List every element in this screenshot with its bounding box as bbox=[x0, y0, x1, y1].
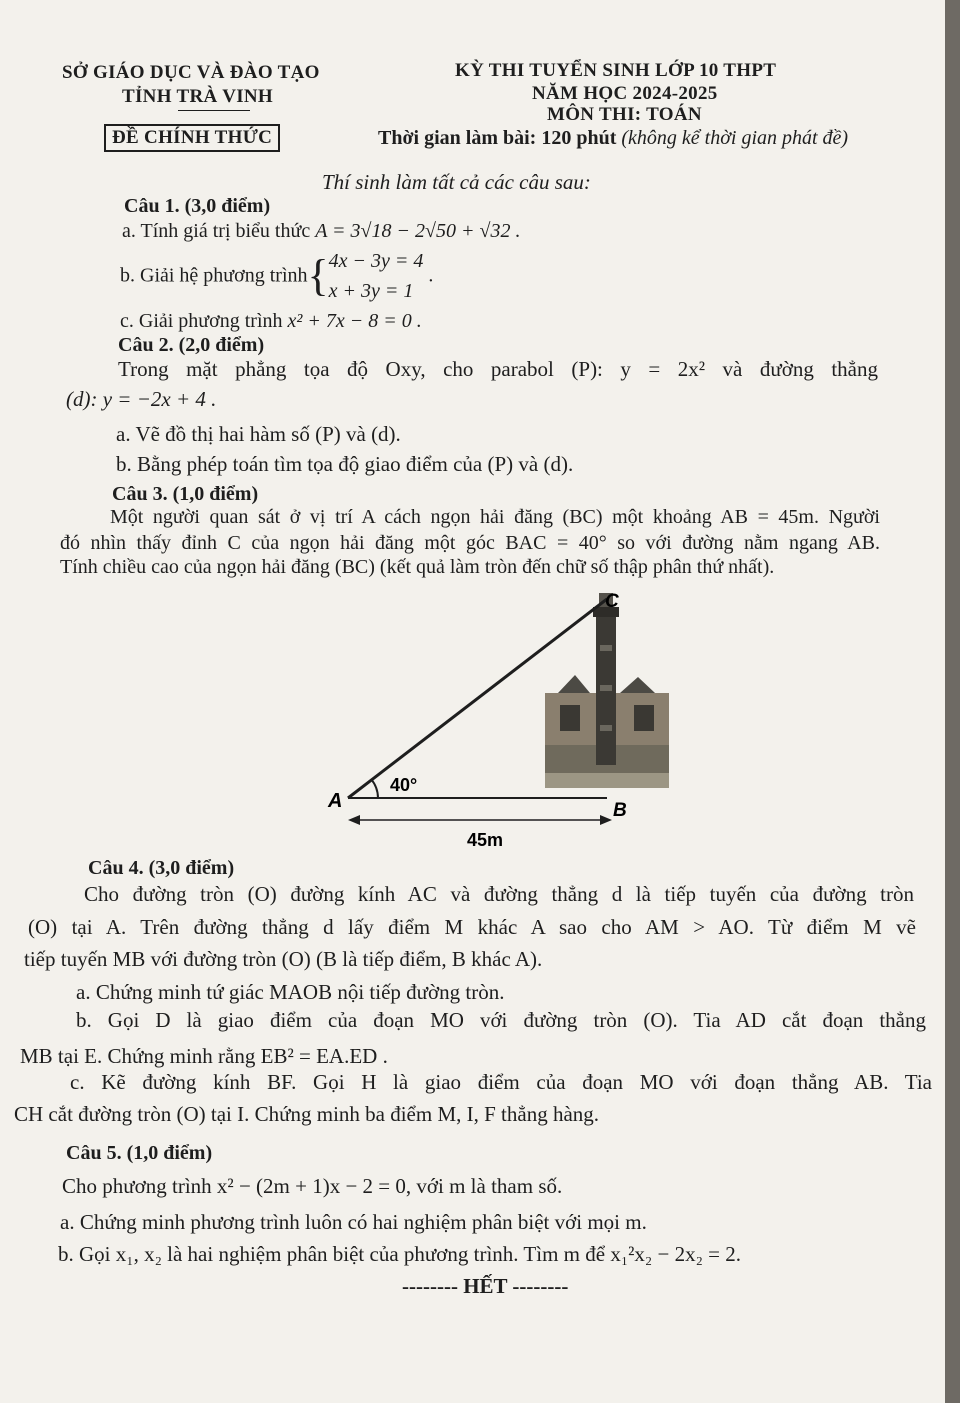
q5b-text: b. Gọi x₁, x₂ là hai nghiệm phân biệt của phương trình. Tìm m để x₁²x₂ − 2x₂ = 2. bbox=[58, 1242, 742, 1266]
arrow-right-head bbox=[600, 815, 612, 825]
q1b-text: b. Giải hệ phương trình bbox=[120, 264, 308, 287]
q1b-eq1: 4x − 3y = 4 bbox=[328, 250, 424, 272]
q4c-line1: c. Kẽ đường kính BF. Gọi H là giao điểm của đoạn MO với đoạn thẳng AB. Tia bbox=[70, 1070, 932, 1094]
exam-title: KỲ THI TUYỂN SINH LỚP 10 THPT bbox=[455, 60, 777, 81]
time-label: Thời gian làm bài: 120 phút bbox=[378, 127, 617, 149]
q4b-line1: b. Gọi D là giao điểm của đoạn MO với đường tròn (O). Tia AD cắt đoạn thẳng bbox=[76, 1008, 926, 1032]
q2-intro-line2: (d): y = −2x + 4 . bbox=[66, 387, 217, 411]
q1b-system bbox=[329, 246, 424, 306]
q3-title: Câu 3. (1,0 điểm) bbox=[112, 483, 259, 505]
official-badge: ĐỀ CHÍNH THỨC bbox=[104, 124, 280, 152]
q5a-text: a. Chứng minh phương trình luôn có hai nghiệm phân biệt với mọi m. bbox=[60, 1210, 647, 1234]
header-divider bbox=[178, 110, 250, 111]
arrow-left-head bbox=[348, 815, 360, 825]
q5-title: Câu 5. (1,0 điểm) bbox=[66, 1142, 213, 1164]
exam-paper: SỞ GIÁO DỤC VÀ ĐÀO TẠO TỈNH TRÀ VINH ĐỀ CHÍNH THỨC KỲ THI TUYỂN SINH LỚP 10 THPT NĂM HỌC 2024-2025 MÔN THI: TOÁN Thời gian làm bài: 120 phút (không kể thời gian phát đề) Thí sinh làm tất cả các câu sau: Câu 1. (3,0 điểm) a. Tính giá trị biểu thức A = 3√18 − 2√50 + √32 . b. Giải hệ phương trình{4x − 3y = 4 x + 3y = 1 . c. Giải phương trình x² + 7x − 8 = 0 . Câu 2. (2,0 điểm) Trong mặt phẳng tọa độ Oxy, cho parabol (P): y = 2x² và đường thẳng (d): y = −2x + 4 . a. Vẽ đồ thị hai hàm số (P) và (d). b. Bằng phép toán tìm tọa độ giao điểm của (P) và (d). Câu 3. (1,0 điểm) Một người quan sát ở vị trí A cách ngọn hải đăng (BC) một khoảng AB = 45m. Người đó nhìn thấy đỉnh C của ngọn hải đăng một góc BAC = 40° so với đường nằm ngang AB. Tính chiều cao của ngọn hải đăng (BC) (kết quả làm tròn đến chữ số thập phân thứ nhất). A B C 40° 45m Câu 4. (3,0 điểm) Cho đường tròn (O) đường kính AC và đường thẳng d là tiếp tuyến của đường tròn (O) tại A. Trên đường thẳng d lấy điểm M khác A sao cho AM > AO. Từ điểm M vẽ tiếp tuyến MB với đường tròn (O) (B là tiếp điểm, B khác A). a. Chứng minh tứ giác MAOB nội tiếp đường tròn. b. Gọi D là giao điểm của đoạn MO với đường tròn (O). Tia AD cắt đoạn thẳng MB tại E. Chứng minh rằng EB² = EA.ED . c. Kẽ đường kính BF. Gọi H là giao điểm của đoạn MO với đoạn thẳng AB. Tia CH cắt đường tròn (O) tại I. Chứng minh ba điểm M, I, F thẳng hàng. Câu 5. (1,0 điểm) Cho phương trình x² − (2m + 1)x − 2 = 0, với m là tham số. a. Chứng minh phương trình luôn có hai nghiệm phân biệt với mọi m. b. Gọi x₁, x₂ là hai nghiệm phân biệt của phương trình. Tìm m để x₁²x₂ − 2x₂ = 2. -------- HẾT -------- bbox=[0, 0, 945, 1403]
q1b-eq2: x + 3y = 1 bbox=[328, 280, 414, 302]
q4-line2: (O) tại A. Trên đường thẳng d lấy điểm M khác A sao cho AM > AO. Từ điểm M vẽ bbox=[28, 915, 916, 939]
q2-title: Câu 2. (2,0 điểm) bbox=[118, 334, 265, 356]
q3-line1: Một người quan sát ở vị trí A cách ngọn hải đăng (BC) một khoảng AB = 45m. Người bbox=[110, 506, 880, 528]
distance-label: 45m bbox=[467, 830, 504, 850]
end-marker: -------- HẾT -------- bbox=[402, 1274, 569, 1298]
school-year: NĂM HỌC 2024-2025 bbox=[532, 83, 718, 104]
q1-title: Câu 1. (3,0 điểm) bbox=[124, 195, 271, 217]
q2a-text: a. Vẽ đồ thị hai hàm số (P) và (d). bbox=[116, 422, 401, 446]
lighthouse-tower bbox=[593, 593, 619, 765]
subject: MÔN THI: TOÁN bbox=[547, 104, 702, 125]
q4-title: Câu 4. (3,0 điểm) bbox=[88, 857, 235, 879]
q1a-text: a. Tính giá trị biểu thức bbox=[122, 220, 311, 242]
q2-intro-line1: Trong mặt phẳng tọa độ Oxy, cho parabol (P): y = 2x² và đường thẳng bbox=[118, 357, 878, 381]
q1c-text: c. Giải phương trình bbox=[120, 310, 283, 332]
q3-line2: đó nhìn thấy đỉnh C của ngọn hải đăng một góc BAC = 40° so với đường nằm ngang AB. bbox=[60, 532, 880, 554]
lighthouse-figure bbox=[320, 585, 680, 855]
q4c-line2: CH cắt đường tròn (O) tại I. Chứng minh ba điểm M, I, F thẳng hàng. bbox=[14, 1102, 600, 1126]
label-a: A bbox=[328, 790, 343, 812]
angle-arc bbox=[371, 779, 378, 798]
q4b-line2: MB tại E. Chứng minh rằng EB² = EA.ED . bbox=[20, 1044, 388, 1068]
angle-label: 40° bbox=[390, 775, 418, 795]
label-b: B bbox=[613, 800, 627, 821]
q1a-expression: A = 3√18 − 2√50 + √32 . bbox=[315, 220, 521, 242]
q1c-expression: x² + 7x − 8 = 0 . bbox=[287, 310, 422, 332]
q4-line1: Cho đường tròn (O) đường kính AC và đường thẳng d là tiếp tuyến của đường tròn bbox=[84, 882, 914, 906]
q2b-text: b. Bằng phép toán tìm tọa độ giao điểm của (P) và (d). bbox=[116, 452, 574, 476]
q5-intro: Cho phương trình x² − (2m + 1)x − 2 = 0, với m là tham số. bbox=[62, 1174, 563, 1198]
q4a-text: a. Chứng minh tứ giác MAOB nội tiếp đường tròn. bbox=[76, 980, 505, 1004]
dept-name: SỞ GIÁO DỤC VÀ ĐÀO TẠO bbox=[62, 62, 320, 83]
label-c: C bbox=[605, 591, 619, 612]
instruction: Thí sinh làm tất cả các câu sau: bbox=[322, 170, 591, 194]
system-brace: { bbox=[307, 251, 329, 300]
q4-line3: tiếp tuyến MB với đường tròn (O) (B là tiếp điểm, B khác A). bbox=[24, 947, 543, 971]
q3-line3: Tính chiều cao của ngọn hải đăng (BC) (kết quả làm tròn đến chữ số thập phân thứ nhất). bbox=[60, 556, 775, 578]
province-name: TỈNH TRÀ VINH bbox=[122, 86, 274, 107]
time-note: (không kể thời gian phát đề) bbox=[621, 127, 849, 149]
